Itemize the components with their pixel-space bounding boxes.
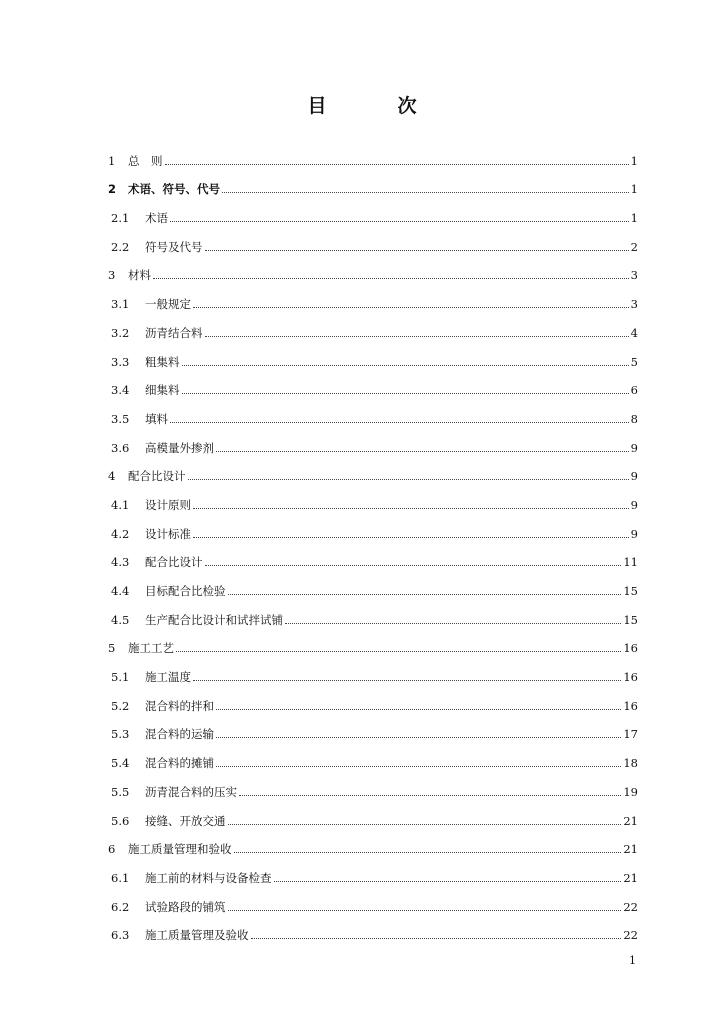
toc-entry-page: 2 xyxy=(630,239,638,254)
toc-entry-page: 16 xyxy=(623,641,638,656)
toc-entry-label: 配合比设计 xyxy=(128,469,186,484)
toc-entry-label: 设计原则 xyxy=(145,497,191,512)
dot-leader xyxy=(193,537,629,538)
toc-entry[interactable] xyxy=(108,196,638,225)
toc-entry-page: 9 xyxy=(630,497,638,512)
toc-entry-page: 21 xyxy=(623,870,638,885)
dot-leader xyxy=(188,479,629,480)
dot-leader xyxy=(170,221,629,222)
toc-entry-label: 试验路段的铺筑 xyxy=(145,899,226,914)
dot-leader xyxy=(205,250,629,251)
dot-leader xyxy=(165,164,629,165)
toc-entry-page: 9 xyxy=(630,469,638,484)
toc-entry-page: 4 xyxy=(630,325,638,340)
toc-entry-label: 总 则 xyxy=(128,153,163,168)
dot-leader xyxy=(182,365,629,366)
toc-entry[interactable] xyxy=(108,914,638,943)
dot-leader xyxy=(216,737,621,738)
toc-entry-label: 施工工艺 xyxy=(128,641,174,656)
toc-entry-page: 3 xyxy=(630,268,638,283)
toc-entry-label: 接缝、开放交通 xyxy=(145,813,226,828)
toc-entry-number: 3.3 xyxy=(111,354,130,369)
toc-entry-number: 5.6 xyxy=(111,813,130,828)
dot-leader xyxy=(170,422,629,423)
toc-entry-label: 材料 xyxy=(128,268,151,283)
dot-leader xyxy=(205,565,622,566)
toc-entry-page: 1 xyxy=(630,182,638,197)
toc-entry[interactable] xyxy=(108,569,638,598)
table-of-contents xyxy=(108,139,638,942)
toc-entry-number: 5.2 xyxy=(111,698,130,713)
toc-entry-page: 8 xyxy=(630,411,638,426)
dot-leader xyxy=(222,192,629,193)
toc-entry-label: 符号及代号 xyxy=(145,239,203,254)
toc-entry-label: 一般规定 xyxy=(145,297,191,312)
toc-entry[interactable] xyxy=(108,369,638,398)
toc-entry-number: 6 xyxy=(108,842,116,857)
toc-entry-page: 22 xyxy=(623,899,638,914)
toc-entry-page: 21 xyxy=(623,813,638,828)
toc-entry-number: 4.1 xyxy=(111,497,130,512)
toc-entry-page: 9 xyxy=(630,440,638,455)
toc-entry-label: 填料 xyxy=(145,411,168,426)
toc-entry-number: 4 xyxy=(108,469,116,484)
toc-entry-number: 5.1 xyxy=(111,670,130,685)
toc-entry-label: 沥青混合料的压实 xyxy=(145,784,237,799)
toc-entry[interactable] xyxy=(108,254,638,283)
toc-entry-label: 术语 xyxy=(145,211,168,226)
toc-entry-number: 5.3 xyxy=(111,727,130,742)
toc-entry-page: 1 xyxy=(630,153,638,168)
toc-entry-page: 3 xyxy=(630,297,638,312)
toc-entry[interactable] xyxy=(108,426,638,455)
toc-entry-number: 4.2 xyxy=(111,526,130,541)
toc-entry-label: 高模量外掺剂 xyxy=(145,440,214,455)
toc-entry[interactable] xyxy=(108,168,638,197)
toc-entry-label: 混合料的摊铺 xyxy=(145,756,214,771)
toc-entry-label: 混合料的拌和 xyxy=(145,698,214,713)
toc-entry-page: 22 xyxy=(623,928,638,943)
toc-entry-label: 细集料 xyxy=(145,383,180,398)
toc-entry-number: 1 xyxy=(108,153,116,168)
toc-entry-page: 6 xyxy=(630,383,638,398)
toc-entry-number: 6.3 xyxy=(111,928,130,943)
toc-entry-label: 生产配合比设计和试拌试铺 xyxy=(145,612,283,627)
toc-entry[interactable] xyxy=(108,340,638,369)
toc-entry[interactable] xyxy=(108,684,638,713)
toc-entry-number: 2.2 xyxy=(111,239,130,254)
dot-leader xyxy=(182,393,629,394)
toc-entry[interactable] xyxy=(108,799,638,828)
toc-entry-number: 5 xyxy=(108,641,116,656)
dot-leader xyxy=(216,451,629,452)
dot-leader xyxy=(193,680,621,681)
dot-leader xyxy=(274,881,622,882)
toc-entry[interactable] xyxy=(108,598,638,627)
toc-entry[interactable] xyxy=(108,885,638,914)
dot-leader xyxy=(228,594,622,595)
toc-entry[interactable] xyxy=(108,627,638,656)
dot-leader xyxy=(285,623,621,624)
dot-leader xyxy=(193,508,629,509)
toc-entry[interactable] xyxy=(108,655,638,684)
toc-entry-page: 21 xyxy=(623,842,638,857)
dot-leader xyxy=(251,938,622,939)
toc-entry[interactable] xyxy=(108,139,638,168)
toc-entry[interactable] xyxy=(108,856,638,885)
toc-entry-page: 9 xyxy=(630,526,638,541)
toc-entry-number: 2.1 xyxy=(111,211,130,226)
toc-entry[interactable] xyxy=(108,512,638,541)
toc-entry-number: 5.4 xyxy=(111,756,130,771)
toc-entry-page: 5 xyxy=(630,354,638,369)
toc-entry-number: 5.5 xyxy=(111,784,130,799)
toc-entry-label: 设计标准 xyxy=(145,526,191,541)
toc-entry-number: 2 xyxy=(108,182,117,197)
toc-entry-number: 3 xyxy=(108,268,116,283)
toc-entry-label: 混合料的运输 xyxy=(145,727,214,742)
toc-entry[interactable] xyxy=(108,713,638,742)
toc-entry-page: 16 xyxy=(623,670,638,685)
toc-entry-number: 6.1 xyxy=(111,870,130,885)
toc-entry[interactable] xyxy=(108,311,638,340)
toc-entry-page: 17 xyxy=(623,727,638,742)
toc-entry-page: 15 xyxy=(623,612,638,627)
toc-entry-label: 施工前的材料与设备检查 xyxy=(145,870,272,885)
toc-entry-number: 4.5 xyxy=(111,612,130,627)
toc-entry-page: 15 xyxy=(623,584,638,598)
toc-entry-number: 6.2 xyxy=(111,899,130,914)
toc-entry[interactable] xyxy=(108,741,638,770)
toc-entry[interactable] xyxy=(108,455,638,484)
dot-leader xyxy=(228,910,622,911)
toc-entry-label: 施工质量管理及验收 xyxy=(145,928,249,943)
dot-leader xyxy=(193,307,629,308)
toc-entry-number: 4.3 xyxy=(111,555,130,570)
toc-entry-number: 3.1 xyxy=(111,297,130,312)
toc-entry-number: 3.2 xyxy=(111,325,130,340)
dot-leader xyxy=(153,278,629,279)
toc-entry-number: 3.6 xyxy=(111,440,130,455)
toc-entry-number: 3.5 xyxy=(111,411,130,426)
page-title: 目 次 xyxy=(307,95,443,117)
toc-entry-label: 配合比设计 xyxy=(145,555,203,570)
toc-entry-number: 3.4 xyxy=(111,383,130,398)
toc-entry[interactable] xyxy=(108,541,638,570)
dot-leader xyxy=(205,336,629,337)
toc-entry[interactable] xyxy=(108,225,638,254)
toc-entry-page: 18 xyxy=(623,756,638,771)
dot-leader xyxy=(216,766,621,767)
toc-entry-label: 目标配合比检验 xyxy=(145,584,226,598)
dot-leader xyxy=(228,824,622,825)
toc-entry-label: 粗集料 xyxy=(145,354,180,369)
toc-entry[interactable] xyxy=(108,483,638,512)
toc-entry-page: 16 xyxy=(623,698,638,713)
dot-leader xyxy=(216,709,621,710)
dot-leader xyxy=(234,852,622,853)
toc-entry[interactable] xyxy=(108,282,638,311)
toc-entry-page: 11 xyxy=(623,555,638,570)
toc-entry-label: 施工质量管理和验收 xyxy=(128,842,232,857)
toc-entry-page: 19 xyxy=(623,784,638,799)
toc-entry-label: 沥青结合料 xyxy=(145,325,203,340)
toc-entry-number: 4.4 xyxy=(111,584,130,598)
toc-entry-label: 施工温度 xyxy=(145,670,191,685)
toc-entry[interactable] xyxy=(108,828,638,857)
toc-entry-page: 1 xyxy=(630,211,638,226)
toc-entry[interactable] xyxy=(108,397,638,426)
dot-leader xyxy=(239,795,621,796)
toc-entry[interactable] xyxy=(108,770,638,799)
dot-leader xyxy=(176,651,621,652)
page-number: 1 xyxy=(629,954,636,967)
toc-entry-label: 术语、符号、代号 xyxy=(128,182,220,197)
